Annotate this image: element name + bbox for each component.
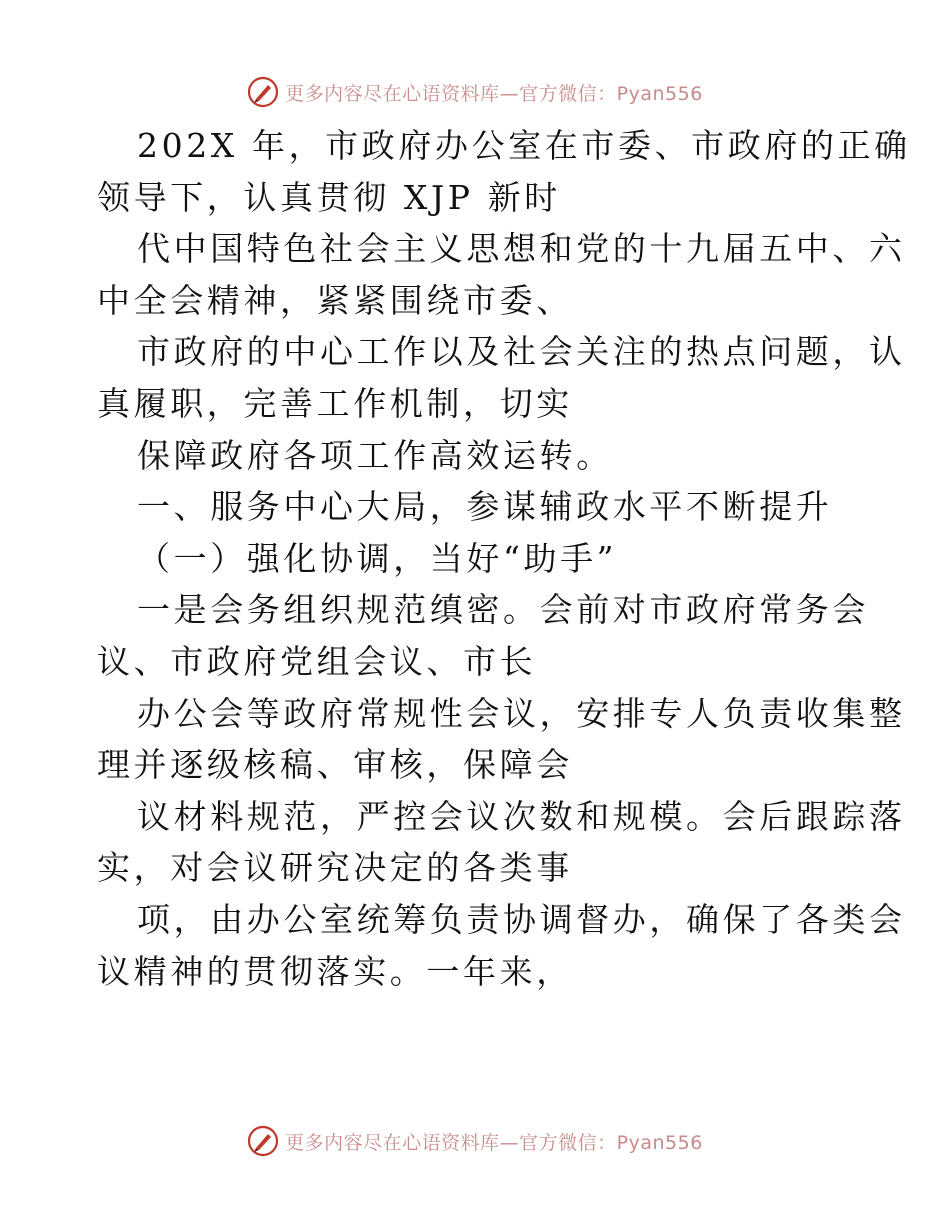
watermark-text: 更多内容尽在心语资料库—官方微信：Pyan556 [285,1131,703,1154]
paragraph-6-line-2: 议、市政府党组会议、市长 [97,641,537,681]
paragraph-3-line-1: 市政府的中心工作以及社会关注的热点问题，认 [137,332,906,372]
paragraph-9-line-2: 议精神的贯彻落实。一年来， [97,951,573,991]
header-watermark [0,72,950,112]
footer-watermark [0,1121,950,1161]
document-body [0,120,950,997]
paragraph-3-line-2: 真履职，完善工作机制，切实 [97,383,573,423]
paragraph-4-line-1: 保障政府各项工作高效运转。 [137,435,613,475]
paragraph-7-line-2: 理并逐级核稿、审核，保障会 [97,745,573,785]
pen-logo-icon [247,76,279,108]
section-heading: 一、服务中心大局，参谋辅政水平不断提升 [137,487,833,527]
paragraph-2-line-2: 中全会精神，紧紧围绕市委、 [97,280,573,320]
watermark-text: 更多内容尽在心语资料库—官方微信：Pyan556 [285,82,703,105]
paragraph-6-line-1: 一是会务组织规范缜密。会前对市政府常务会 [137,590,869,630]
paragraph-1-line-2: 领导下，认真贯彻 XJP 新时 [97,177,561,217]
pen-logo-icon [247,1125,279,1157]
paragraph-7-line-1: 办公会等政府常规性会议，安排专人负责收集整 [137,693,906,733]
paragraph-9-line-1: 项，由办公室统筹负责协调督办，确保了各类会 [137,899,906,939]
paragraph-8-line-2: 实，对会议研究决定的各类事 [97,848,573,888]
paragraph-8-line-1: 议材料规范，严控会议次数和规模。会后跟踪落 [137,796,906,836]
subsection-heading: （一）强化协调，当好“助手” [137,538,618,578]
paragraph-1-line-1: 202X 年，市政府办公室在市委、市政府的正确 [137,126,911,165]
paragraph-2-line-1: 代中国特色社会主义思想和党的十九届五中、六 [137,229,906,269]
